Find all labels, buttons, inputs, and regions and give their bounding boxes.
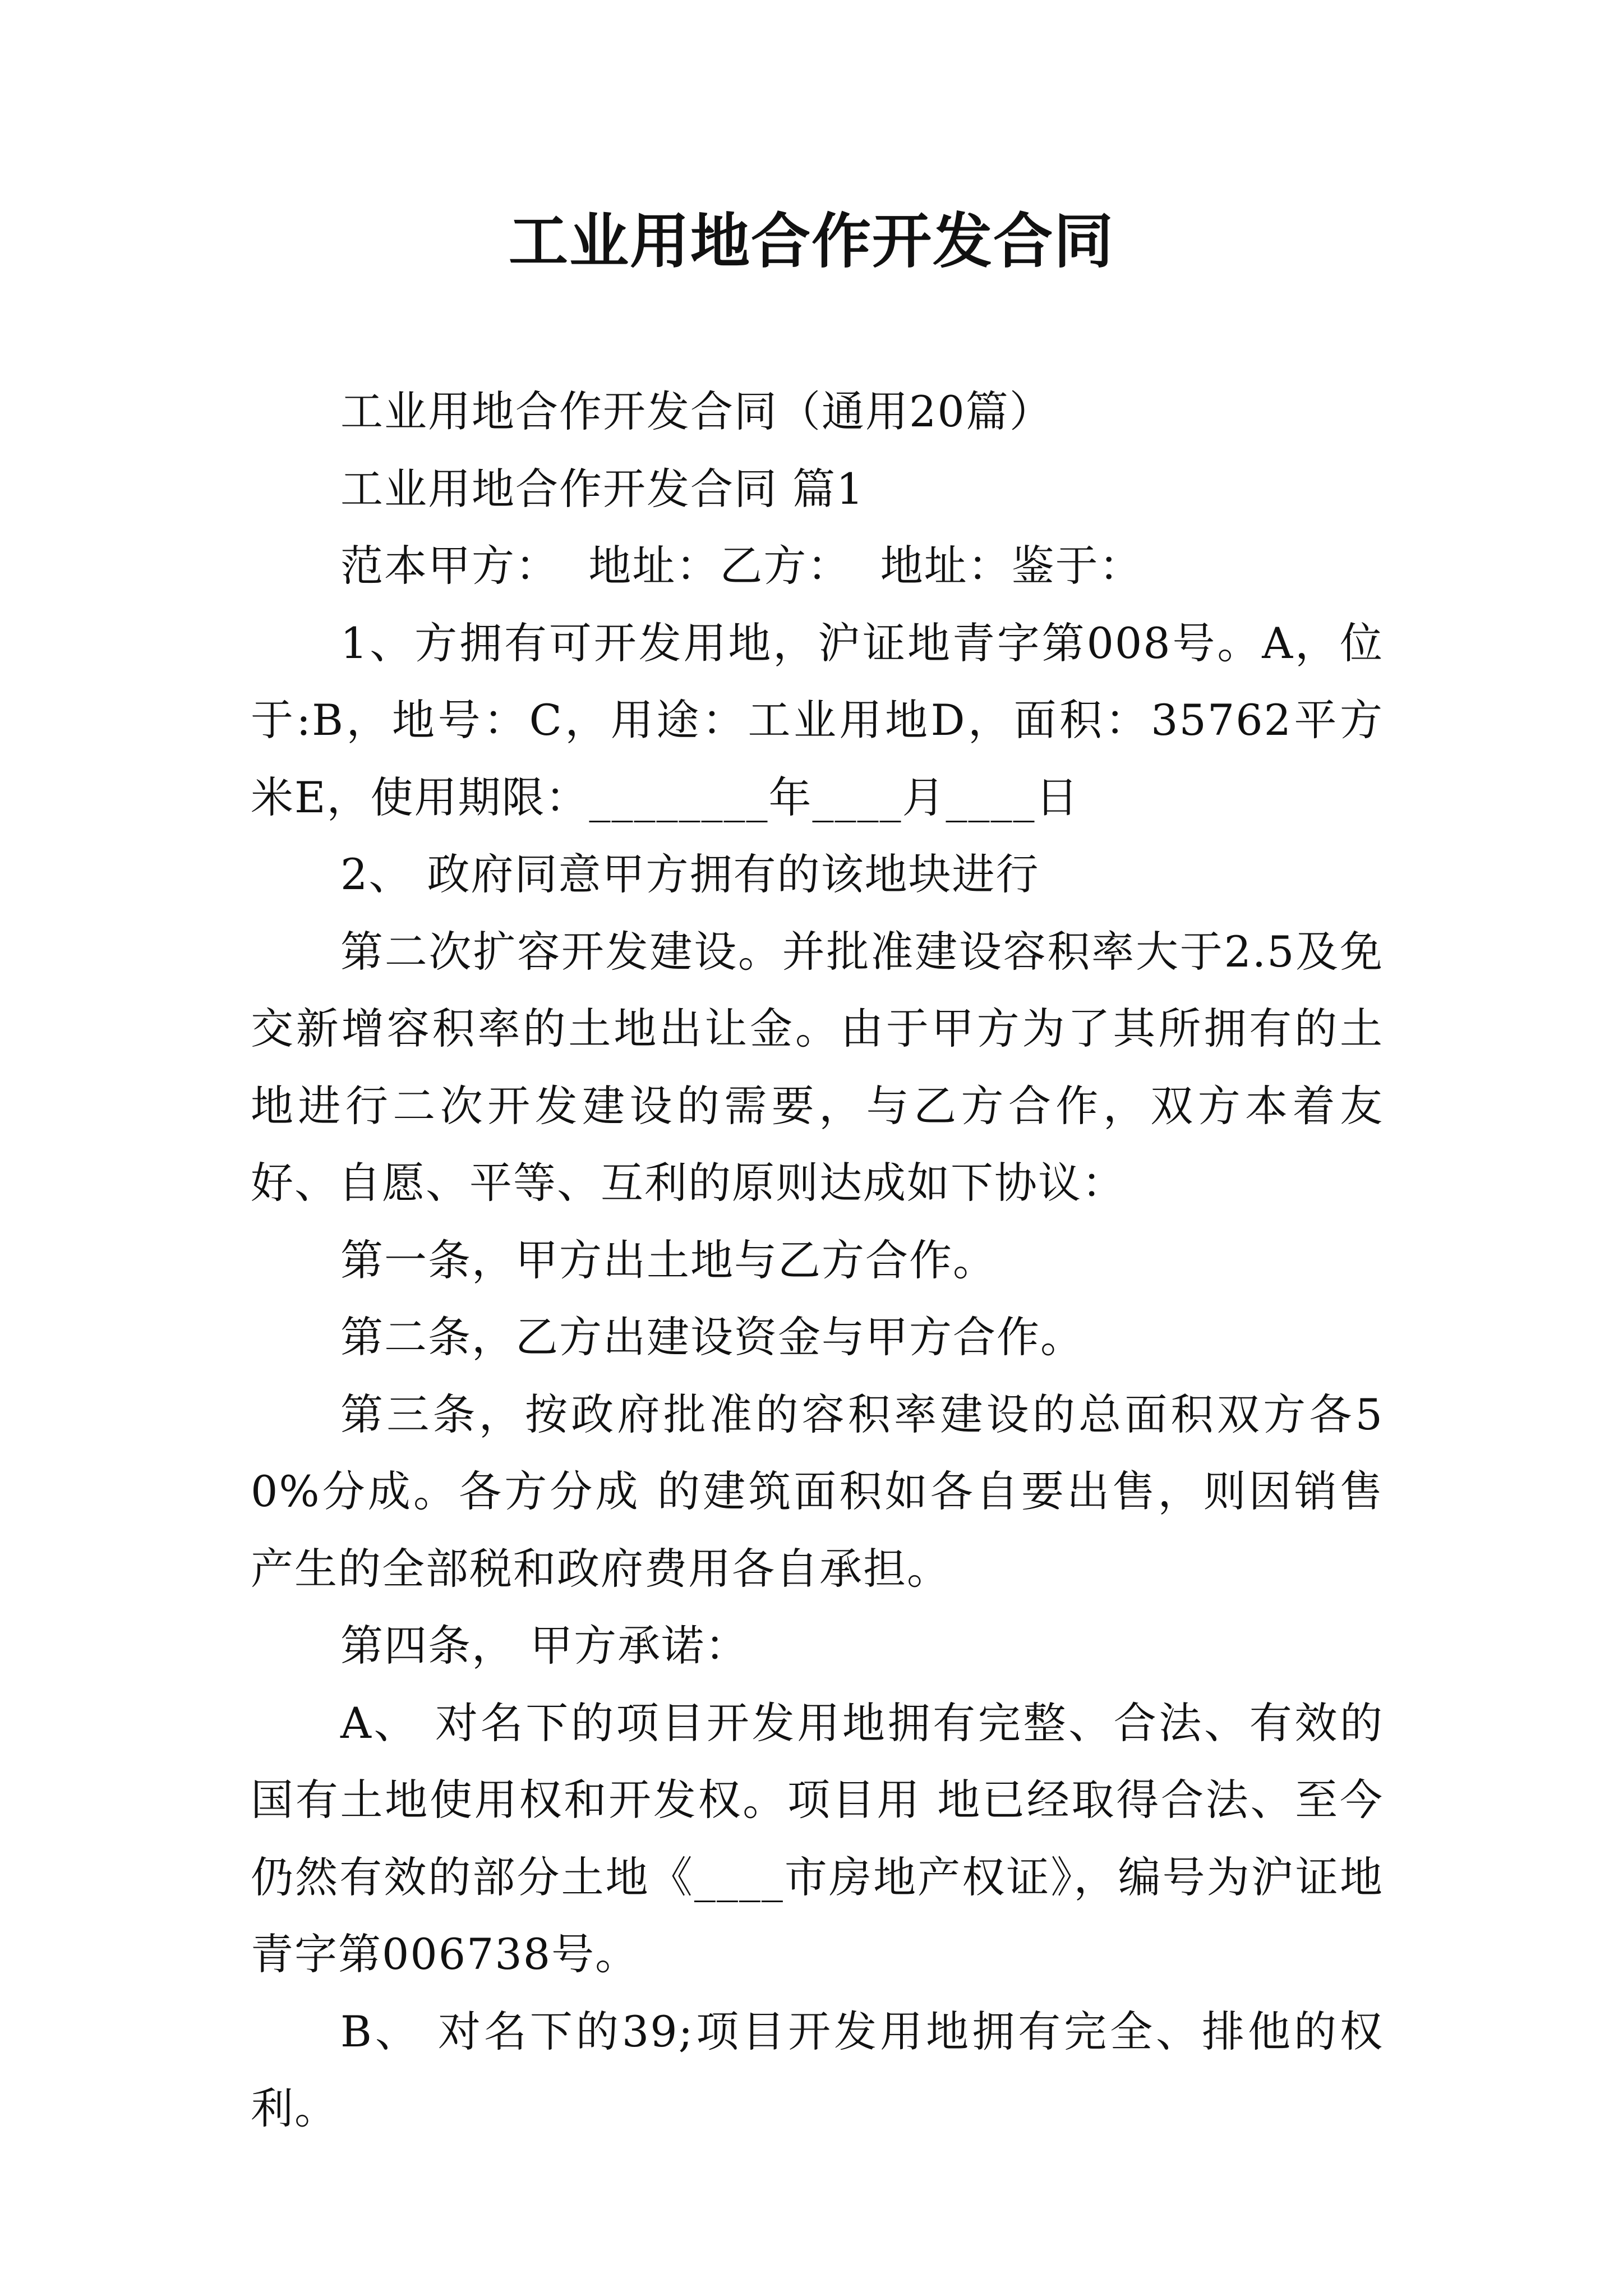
- paragraph-subtitle: 工业用地合作开发合同（通用20篇）: [340, 386, 1053, 436]
- paragraph-article-3: 第三条，按政府批准的容积率建设的总面积双方各50%分成。各方分成 的建筑面积如各自要出售，则因销售产生的全部税和政府费用各自承担。: [251, 1389, 1384, 1594]
- paragraph-parties: 范本甲方： 地址：乙方： 地址：鉴于：: [340, 541, 1143, 591]
- paragraph-item-1: 1、方拥有可开发用地，沪证地青字第008号。A，位于:B，地号：C，用途：工业用地D，面积：35762平方米E，使用期限：________年____月____日: [251, 618, 1384, 822]
- document-body: [251, 373, 1384, 2147]
- document-title: 工业用地合作开发合同: [509, 206, 1114, 276]
- paragraph-clause-b: B、 对名下的39;项目开发用地拥有完全、排他的权利。: [251, 2006, 1384, 2133]
- paragraph-section-heading: 工业用地合作开发合同 篇1: [340, 463, 865, 514]
- paragraph-article-2: 第二条，乙方出建设资金与甲方合作。: [340, 1312, 1084, 1362]
- paragraph-article-1: 第一条，甲方出土地与乙方合作。: [340, 1235, 997, 1285]
- paragraph-clause-a: A、 对名下的项目开发用地拥有完整、合法、有效的国有土地使用权和开发权。项目用 地已经取得合法、至今仍然有效的部分土地《____市房地产权证》，编号为沪证地青字第006738号。: [251, 1697, 1384, 1979]
- paragraph-article-4: 第四条， 甲方承诺：: [340, 1621, 749, 1671]
- paragraph-item-2: 2、 政府同意甲方拥有的该地块进行: [340, 849, 1040, 899]
- paragraph-expansion: 第二次扩容开发建设。并批准建设容积率大于2.5及免交新增容积率的土地出让金。由于甲方为了其所拥有的土地进行二次开发建设的需要，与乙方合作，双方本着友好、自愿、平等、互利的原则达成如下协议：: [251, 926, 1384, 1208]
